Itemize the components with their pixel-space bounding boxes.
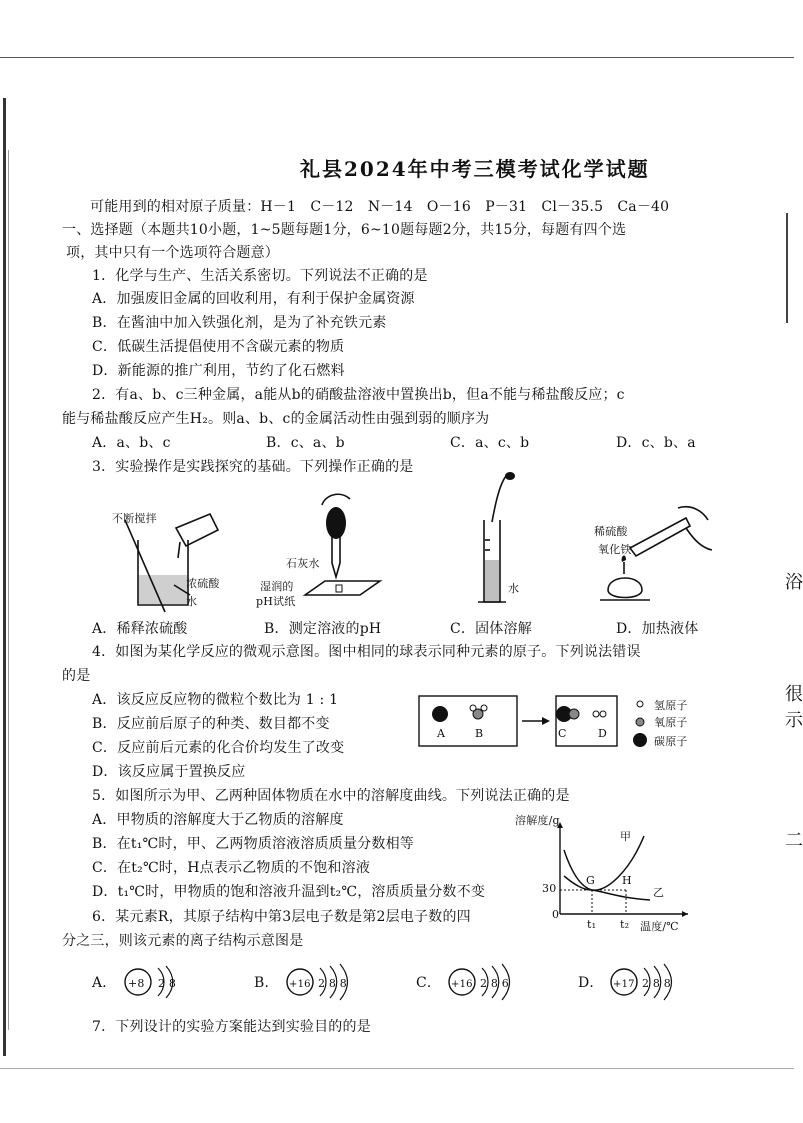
q6-option-a-letter: A． xyxy=(92,975,117,991)
q6-d-shells: 2 8 8 xyxy=(642,977,671,990)
q1-option-c: C．低碳生活提倡使用不含碳元素的物质 xyxy=(92,339,345,355)
graph-label-jia: 甲 xyxy=(620,830,632,843)
q1-stem: 1．化学与生产、生活关系密切。下列说法不正确的是 xyxy=(92,268,428,284)
q6-option-b-letter: B． xyxy=(254,975,279,991)
q5-option-c: C．在t₂℃时，H点表示乙物质的不饱和溶液 xyxy=(92,860,371,876)
q6-a-nucleus: +8 xyxy=(128,977,145,990)
bottom-rule xyxy=(0,1068,794,1069)
q4-legend-marks xyxy=(632,696,648,748)
label-ph-paper: pH试纸 xyxy=(256,595,296,608)
legend-hydrogen: 氢原子 xyxy=(654,699,688,712)
label-water-2: 水 xyxy=(508,582,520,595)
q4-stem-cont: 的是 xyxy=(62,668,91,684)
q2-stem-cont: 能与稀盐酸反应产生H₂。则a、b、c的金属活动性由强到弱的顺序为 xyxy=(62,411,490,427)
right-edge-char: 很 xyxy=(785,684,803,705)
graph-label-yi: 乙 xyxy=(653,886,665,899)
q4-stem: 4．如图为某化学反应的微观示意图。图中相同的球表示同种元素的原子。下列说法错误 xyxy=(92,644,641,660)
atomic-masses: 可能用到的相对原子质量：H－1 C－12 N－14 O－16 P－31 Cl－35.5 Ca－40 xyxy=(90,199,670,215)
q3-option-c: C．固体溶解 xyxy=(450,621,532,637)
q3-figure-c xyxy=(470,470,540,610)
graph-xlabel: 温度/℃ xyxy=(640,920,679,933)
legend-oxygen: 氧原子 xyxy=(654,716,688,729)
right-edge-char: 浴 xyxy=(785,572,803,593)
left-binding-line xyxy=(8,150,9,1030)
q4-option-b: B．反应前后原子的种类、数目都不变 xyxy=(92,716,330,732)
label-water: 水 xyxy=(186,595,198,608)
section-heading: 一、选择题（本题共10小题，1~5题每题1分，6~10题每题2分，共15分，每题有四个选 xyxy=(62,222,627,238)
graph-ylabel: 溶解度/g xyxy=(515,814,560,827)
q2-option-c: C．a、c、b xyxy=(450,435,530,451)
q4-box2-label-c: C xyxy=(558,727,567,740)
q6-stem-cont: 分之三，则该元素的离子结构示意图是 xyxy=(62,933,304,949)
top-rule xyxy=(0,57,794,58)
q4-reaction-diagram xyxy=(418,690,618,750)
q3-stem: 3．实验操作是实践探究的基础。下列操作正确的是 xyxy=(92,459,414,475)
q3-option-b: B．测定溶液的pH xyxy=(264,621,382,637)
label-limewater: 石灰水 xyxy=(286,557,320,570)
graph-t2: t₂ xyxy=(620,918,630,931)
q3-option-a: A．稀释浓硫酸 xyxy=(92,621,188,637)
left-binding-edge xyxy=(3,98,6,1056)
graph-y30: 30 xyxy=(542,882,557,895)
right-edge-char: 二 xyxy=(785,830,803,851)
graph-t1: t₁ xyxy=(587,918,597,931)
q2-stem: 2．有a、b、c三种金属，a能从b的硝酸盐溶液中置换出b，但a不能与稀盐酸反应；c xyxy=(92,387,625,403)
section-heading-cont: 项，其中只有一个选项符合题意） xyxy=(66,245,279,261)
label-dilute-acid: 稀硫酸 xyxy=(594,525,628,538)
q6-option-d-letter: D． xyxy=(578,975,604,991)
label-wet: 湿润的 xyxy=(260,580,294,593)
q4-option-a: A．该反应反应物的微粒个数比为 1 : 1 xyxy=(92,692,339,708)
q5-stem: 5．如图所示为甲、乙两种固体物质在水中的溶解度曲线。下列说法正确的是 xyxy=(92,788,570,804)
q6-option-c-letter: C． xyxy=(416,975,442,991)
q1-option-a: A．加强废旧金属的回收利用，有利于保护金属资源 xyxy=(92,291,415,307)
q6-c-shells: 2 8 6 xyxy=(480,977,509,990)
label-iron-oxide: 氧化铁 xyxy=(598,543,632,556)
q4-box1-label-a: A xyxy=(437,727,446,740)
graph-origin: 0 xyxy=(552,908,560,921)
q4-box2-label-d: D xyxy=(598,727,608,740)
q5-option-d: D．t₁℃时，甲物质的饱和溶液升温到t₂℃，溶质质量分数不变 xyxy=(92,884,486,900)
q2-option-b: B．c、a、b xyxy=(266,435,345,451)
legend-carbon: 碳原子 xyxy=(654,735,688,748)
page-title: 礼县2024年中考三模考试化学试题 xyxy=(300,157,650,181)
q4-box1-label-b: B xyxy=(475,727,484,740)
q6-b-shells: 2 8 8 xyxy=(318,977,347,990)
q6-b-nucleus: +16 xyxy=(289,979,311,990)
q6-a-shells: 2 8 xyxy=(158,977,177,990)
q1-option-b: B．在酱油中加入铁强化剂，是为了补充铁元素 xyxy=(92,315,387,331)
graph-point-g: G xyxy=(586,874,595,887)
q2-option-d: D．c、b、a xyxy=(616,435,696,451)
q6-stem: 6．某元素R，其原子结构中第3层电子数是第2层电子数的四 xyxy=(92,909,471,925)
q2-option-a: A．a、b、c xyxy=(92,435,171,451)
q1-option-d: D．新能源的推广利用，节约了化石燃料 xyxy=(92,363,345,379)
right-binding-edge xyxy=(786,213,788,323)
q4-option-c: C．反应前后元素的化合价均发生了改变 xyxy=(92,740,345,756)
q6-c-nucleus: +16 xyxy=(451,979,473,990)
label-acid: 浓硫酸 xyxy=(186,577,220,590)
q3-option-d: D．加热液体 xyxy=(616,621,699,637)
q6-d-nucleus: +17 xyxy=(613,979,635,990)
q7-stem: 7．下列设计的实验方案能达到实验目的的是 xyxy=(92,1019,371,1035)
right-edge-char: 示 xyxy=(785,710,803,731)
label-stir: 不断搅拌 xyxy=(112,512,157,525)
q4-option-d: D．该反应属于置换反应 xyxy=(92,764,246,780)
graph-point-h: H xyxy=(622,874,632,887)
q5-option-b: B．在t₁℃时，甲、乙两物质溶液溶质质量分数相等 xyxy=(92,836,414,852)
q3-figure-b xyxy=(280,485,390,615)
q5-option-a: A．甲物质的溶解度大于乙物质的溶解度 xyxy=(92,812,344,828)
